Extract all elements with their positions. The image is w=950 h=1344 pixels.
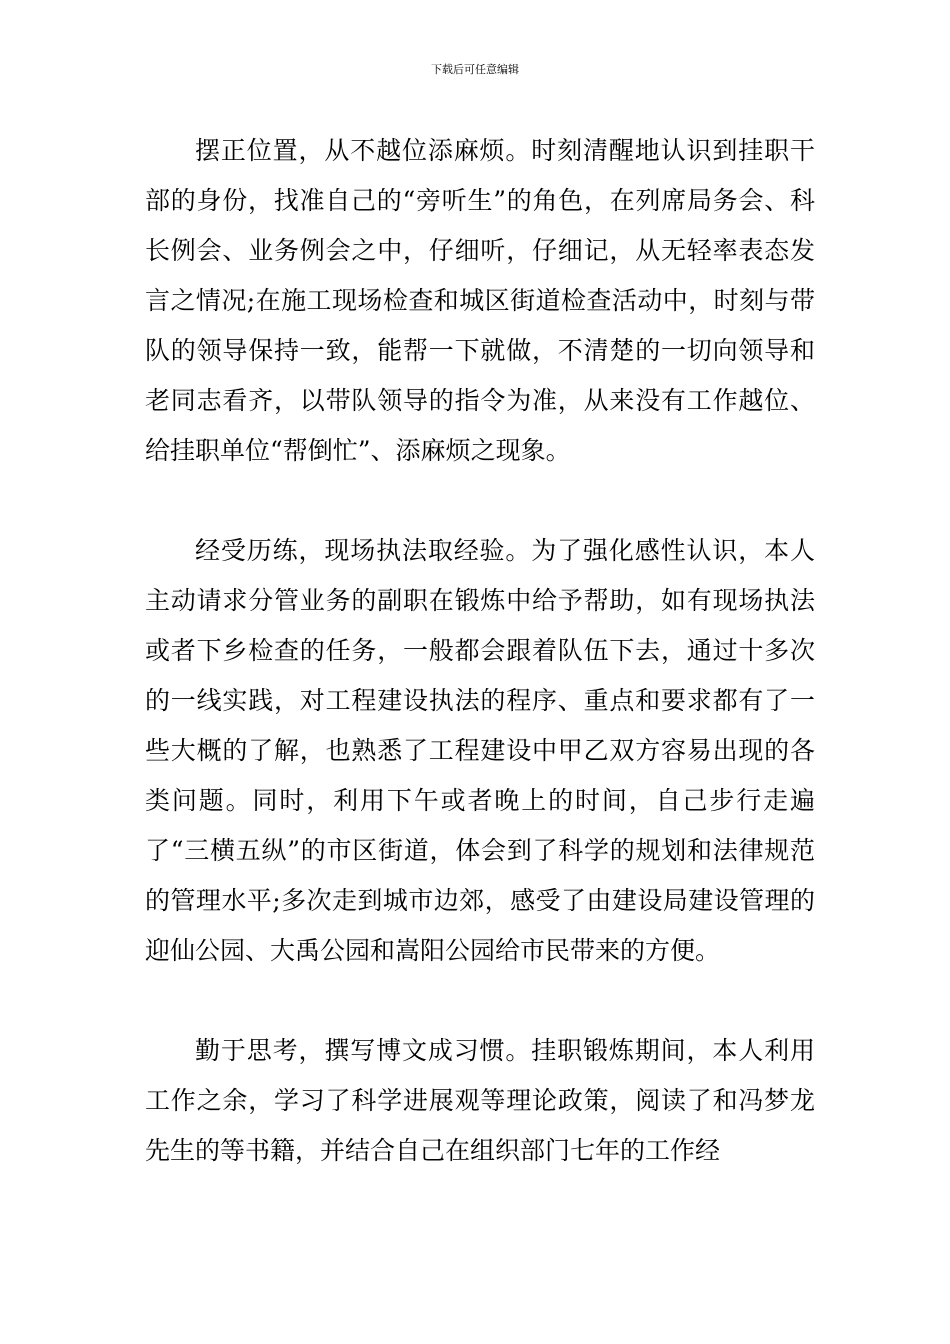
paragraph-field-experience: 经受历练，现场执法取经验。为了强化感性认识，本人主动请求分管业务的副职在锻炼中给予帮助，如有现场执法或者下乡检查的任务，一般都会跟着队伍下去，通过十多次的一线实践，对工程建设执法的程序、重点和要求都有了一些大概的了解，也熟悉了工程建设中甲乙双方容易出现的各类问题。同时，利用下午或者晚上的时间，自己步行走遍了“三横五纵”的市区街道，体会到了科学的规划和法律规范的管理水平;多次走到城市边郊，感受了由建设局建设管理的迎仙公园、大禹公园和嵩阳公园给市民带来的方便。 [145,536,815,965]
paragraph-position: 摆正位置，从不越位添麻烦。时刻清醒地认识到挂职干部的身份，找准自己的“旁听生”的角色，在列席局务会、科长例会、业务例会之中，仔细听，仔细记，从无轻率表态发言之情况;在施工现场检查和城区街道检查活动中，时刻与带队的领导保持一致，能帮一下就做，不清楚的一切向领导和老同志看齐，以带队领导的指令为准，从来没有工作越位、给挂职单位“帮倒忙”、添麻烦之现象。 [145,136,815,465]
document-body [145,126,815,1176]
page-header: 下载后可任意编辑 [431,63,519,76]
paragraph-thinking-writing: 勤于思考，撰写博文成习惯。挂职锻炼期间，本人利用工作之余，学习了科学进展观等理论政策，阅读了和冯梦龙先生的等书籍，并结合自己在组织部门七年的工作经 [145,1036,815,1165]
